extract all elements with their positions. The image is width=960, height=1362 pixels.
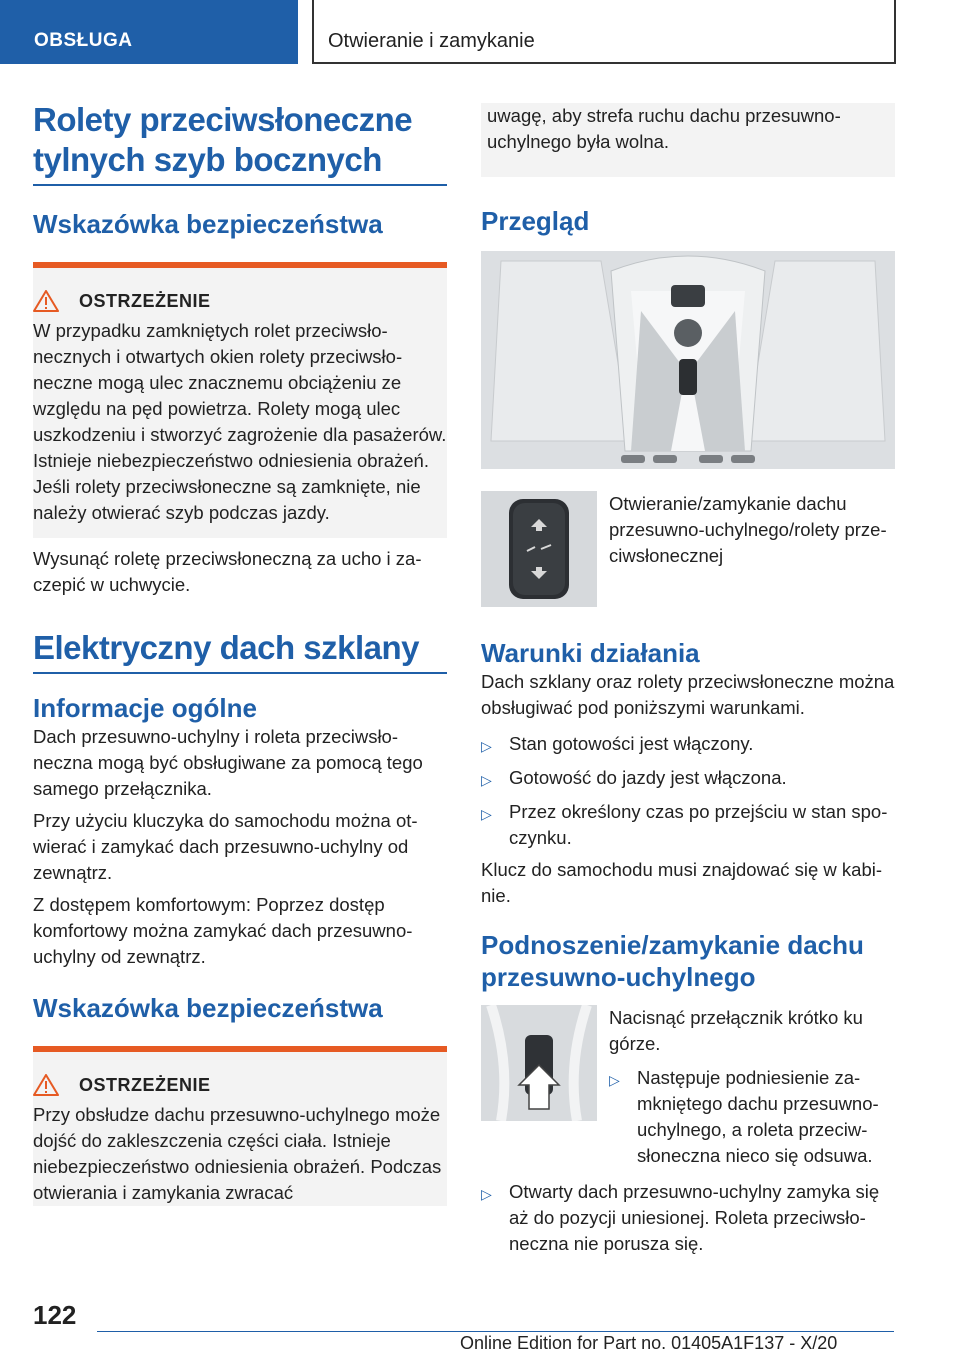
heading-rule-dach — [33, 628, 447, 674]
bullet-triangle-icon: ▷ — [481, 738, 492, 754]
section-tab: OBSŁUGA — [0, 0, 298, 64]
paragraph-wysunac: Wysunąć roletę przeciwsłoneczną za ucho i zaczepić w uchwycie. — [33, 548, 422, 595]
warning-text: Przy obsłudze dachu przesuwno-uchylnego może dojść do zakleszczenia części ciała. Istnieje niebezpieczeństwo odniesienia obrażeń. Podczas otwierania i zamykania zwracać — [33, 1104, 442, 1203]
warning-text-continued: uwagę, aby strefa ruchu dachu przesuwno-uchylnego była wolna. — [487, 105, 841, 152]
warning-box-continued — [481, 103, 895, 177]
heading-przeglad: Przegląd — [481, 206, 590, 236]
raise-switch-illustration — [481, 1005, 597, 1121]
warning-label: OSTRZEŻENIE — [79, 1074, 211, 1095]
list-item — [481, 1179, 895, 1257]
footer-rule — [97, 1331, 894, 1332]
heading-informacje: Informacje ogólne — [33, 693, 257, 723]
edition-note: Online Edition for Part no. 01405A1F137 - X/20 — [460, 1333, 838, 1353]
heading-safety-1: Wskazówka bezpieczeństwa — [33, 209, 383, 239]
paragraph-warunki: Dach szklany oraz rolety przeciwsłoneczne można obsługiwać pod poniższymi warunkami. — [481, 671, 895, 718]
list-item — [481, 765, 895, 793]
warning-label: OSTRZEŻENIE — [79, 290, 211, 311]
raise-figure — [481, 1005, 597, 1121]
paragraph-nacisnac: Nacisnąć przełącznik krótko ku górze. — [609, 1007, 863, 1054]
list-item-text: Stan gotowości jest włączony. — [509, 733, 754, 754]
raise-figure-row — [481, 1005, 895, 1175]
overview-figure-console — [481, 251, 895, 469]
heading-dach-szklany: Elektryczny dach szklany — [33, 629, 420, 666]
list-item-text: Gotowość do jazdy jest włączona. — [509, 767, 787, 788]
left-column — [33, 100, 447, 1206]
bullet-triangle-icon: ▷ — [481, 806, 492, 822]
warning-triangle-icon — [33, 1074, 59, 1096]
list-item-text: Przez określony czas po przejściu w stan spoczynku. — [509, 801, 888, 848]
list-item — [481, 731, 895, 759]
warning-header — [33, 1074, 447, 1096]
paragraph-info-3: Z dostępem komfortowym: Poprzez dostęp komfortowy można zamykać dach przesuwno-uchylny od zewnątrz. — [33, 894, 413, 967]
heading-warunki: Warunki działania — [481, 638, 700, 668]
bullet-triangle-icon: ▷ — [481, 772, 492, 788]
chapter-title: Otwieranie i zamykanie — [312, 0, 896, 64]
switch-figure-row — [481, 491, 895, 607]
list-item-text: Otwarty dach przesuwno-uchylny zamyka się aż do pozycji uniesionej. Roleta przeciwsłoneczna nie porusza się. — [509, 1181, 880, 1254]
right-column — [481, 103, 895, 1263]
raise-text — [597, 1005, 895, 1175]
bullet-triangle-icon: ▷ — [609, 1072, 620, 1088]
heading-safety-2: Wskazówka bezpieczeństwa — [33, 993, 383, 1023]
list-item — [609, 1065, 895, 1169]
page-header — [0, 0, 960, 66]
warning-header — [33, 290, 447, 312]
warning-triangle-icon — [33, 290, 59, 312]
overhead-console-illustration — [481, 251, 895, 469]
warning-box-1 — [33, 262, 447, 538]
list-item — [481, 799, 895, 851]
switch-caption: Otwieranie/zamykanie dachu przesuwno-uchylnego/rolety przeciwsłonecznej — [609, 493, 887, 566]
paragraph-klucz: Klucz do samochodu musi znajdować się w kabinie. — [481, 859, 883, 906]
heading-podnoszenie: Podnoszenie/zamykanie dachu przesuwno-uchylnego — [481, 930, 864, 992]
warning-box-2 — [33, 1046, 447, 1206]
roof-switch-illustration — [481, 491, 597, 607]
heading-rule-rolety — [33, 100, 447, 186]
warning-text: W przypadku zamkniętych rolet przeciwsłonecznych i otwartych okien rolety przeciwsłoneczne mogą ulec znacznemu obciążeniu ze względu na pęd powietrza. Rolety mogą ulec uszkodzeniu i stworzyć zagrożenie dla pasażerów. Istnieje niebezpieczeństwo odniesienia obrażeń. Jeśli rolety przeciwsłoneczne są zamknięte, nie należy otwierać szyb podczas jazdy. — [33, 320, 447, 523]
list-item-text: Następuje podniesienie zamkniętego dachu przesuwno-uchylnego, a roleta przeciwsłoneczna nieco się odsuwa. — [637, 1067, 879, 1166]
switch-figure — [481, 491, 597, 607]
page-number: 122 — [33, 1300, 77, 1330]
heading-rolety: Rolety przeciwsłoneczne tylnych szyb bocznych — [33, 101, 413, 178]
paragraph-info-2: Przy użyciu kluczyka do samochodu można otwierać i zamykać dach przesuwno-uchylny od zewnątrz. — [33, 810, 418, 883]
paragraph-info-1: Dach przesuwno-uchylny i roleta przeciwsłoneczna mogą być obsługiwane za pomocą tego samego przełącznika. — [33, 726, 423, 799]
bullet-triangle-icon: ▷ — [481, 1186, 492, 1202]
